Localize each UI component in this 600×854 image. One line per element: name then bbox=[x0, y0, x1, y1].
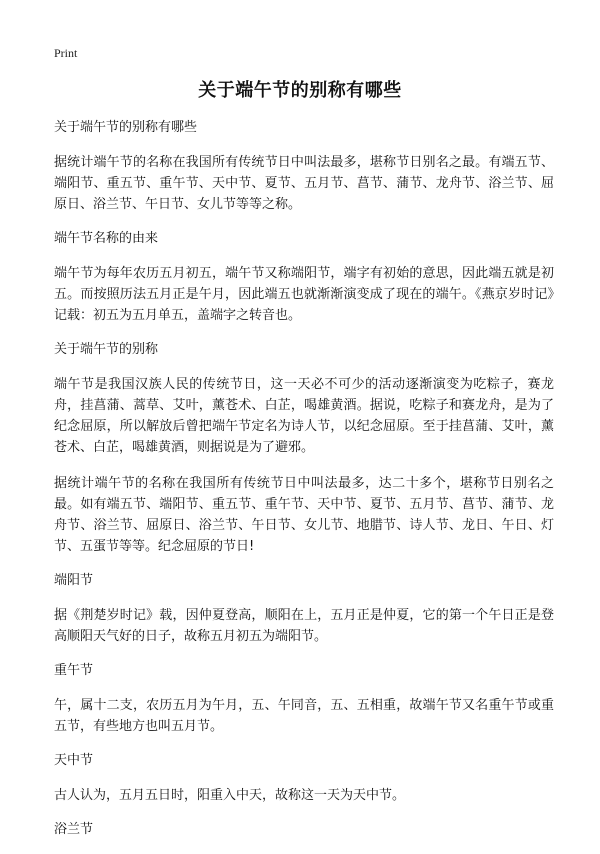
article-body bbox=[54, 119, 554, 854]
paragraph: 据统计端午节的名称在我国所有传统节日中叫法最多，堪称节日别名之最。有端五节、端阳节、重五节、重午节、天中节、夏节、五月节、菖节、蒲节、龙舟节、浴兰节、屈原日、浴兰节、午日节、女儿节等等之称。 bbox=[54, 155, 554, 212]
paragraph: 据《荆楚岁时记》载，因仲夏登高，顺阳在上，五月正是仲夏，它的第一个午日正是登高顺阳天气好的日子，故称五月初五为端阳节。 bbox=[54, 608, 554, 644]
section-heading: 关于端午节的别称 bbox=[54, 342, 159, 357]
page-title: 关于端午节的别称有哪些 bbox=[198, 80, 402, 101]
section-heading: 浴兰节 bbox=[54, 822, 94, 837]
paragraph: 古人认为，五月五日时，阳重入中天，故称这一天为天中节。 bbox=[54, 788, 406, 803]
section-heading: 端阳节 bbox=[54, 573, 94, 588]
section-heading: 端午节名称的由来 bbox=[54, 231, 159, 246]
paragraph: 午，属十二支，农历五月为午月，五、午同音，五、五相重，故端午节又名重午节或重五节，有些地方也叫五月节。 bbox=[54, 698, 554, 734]
paragraph: 端午节为每年农历五月初五，端午节又称端阳节，端字有初始的意思，因此端五就是初五。而按照历法五月正是午月，因此端五也就渐渐演变成了现在的端午。《燕京岁时记》记载：初五为五月单五，盖端字之转音也。 bbox=[54, 266, 554, 323]
print-link[interactable]: Print bbox=[54, 46, 78, 60]
paragraph: 据统计端午节的名称在我国所有传统节日中叫法最多，达二十多个，堪称节日别名之最。如有端五节、端阳节、重五节、重午节、天中节、夏节、五月节、菖节、蒲节、龙舟节、浴兰节、屈原日、浴兰节、午日节、女儿节、地腊节、诗人节、龙日、午日、灯节、五蛋节等等。纪念屈原的节日! bbox=[54, 476, 554, 554]
section-heading: 关于端午节的别称有哪些 bbox=[54, 120, 198, 135]
section-heading: 天中节 bbox=[54, 753, 94, 768]
section-heading: 重午节 bbox=[54, 663, 94, 678]
paragraph: 端午节是我国汉族人民的传统节日，这一天必不可少的活动逐渐演变为吃粽子，赛龙舟，挂菖蒲、蒿草、艾叶，薰苍术、白芷，喝雄黄酒。据说，吃粽子和赛龙舟，是为了纪念屈原，所以解放后曾把端午节定名为诗人节，以纪念屈原。至于挂菖蒲、艾叶，薰苍术、白芷，喝雄黄酒，则据说是为了避邪。 bbox=[54, 377, 554, 455]
